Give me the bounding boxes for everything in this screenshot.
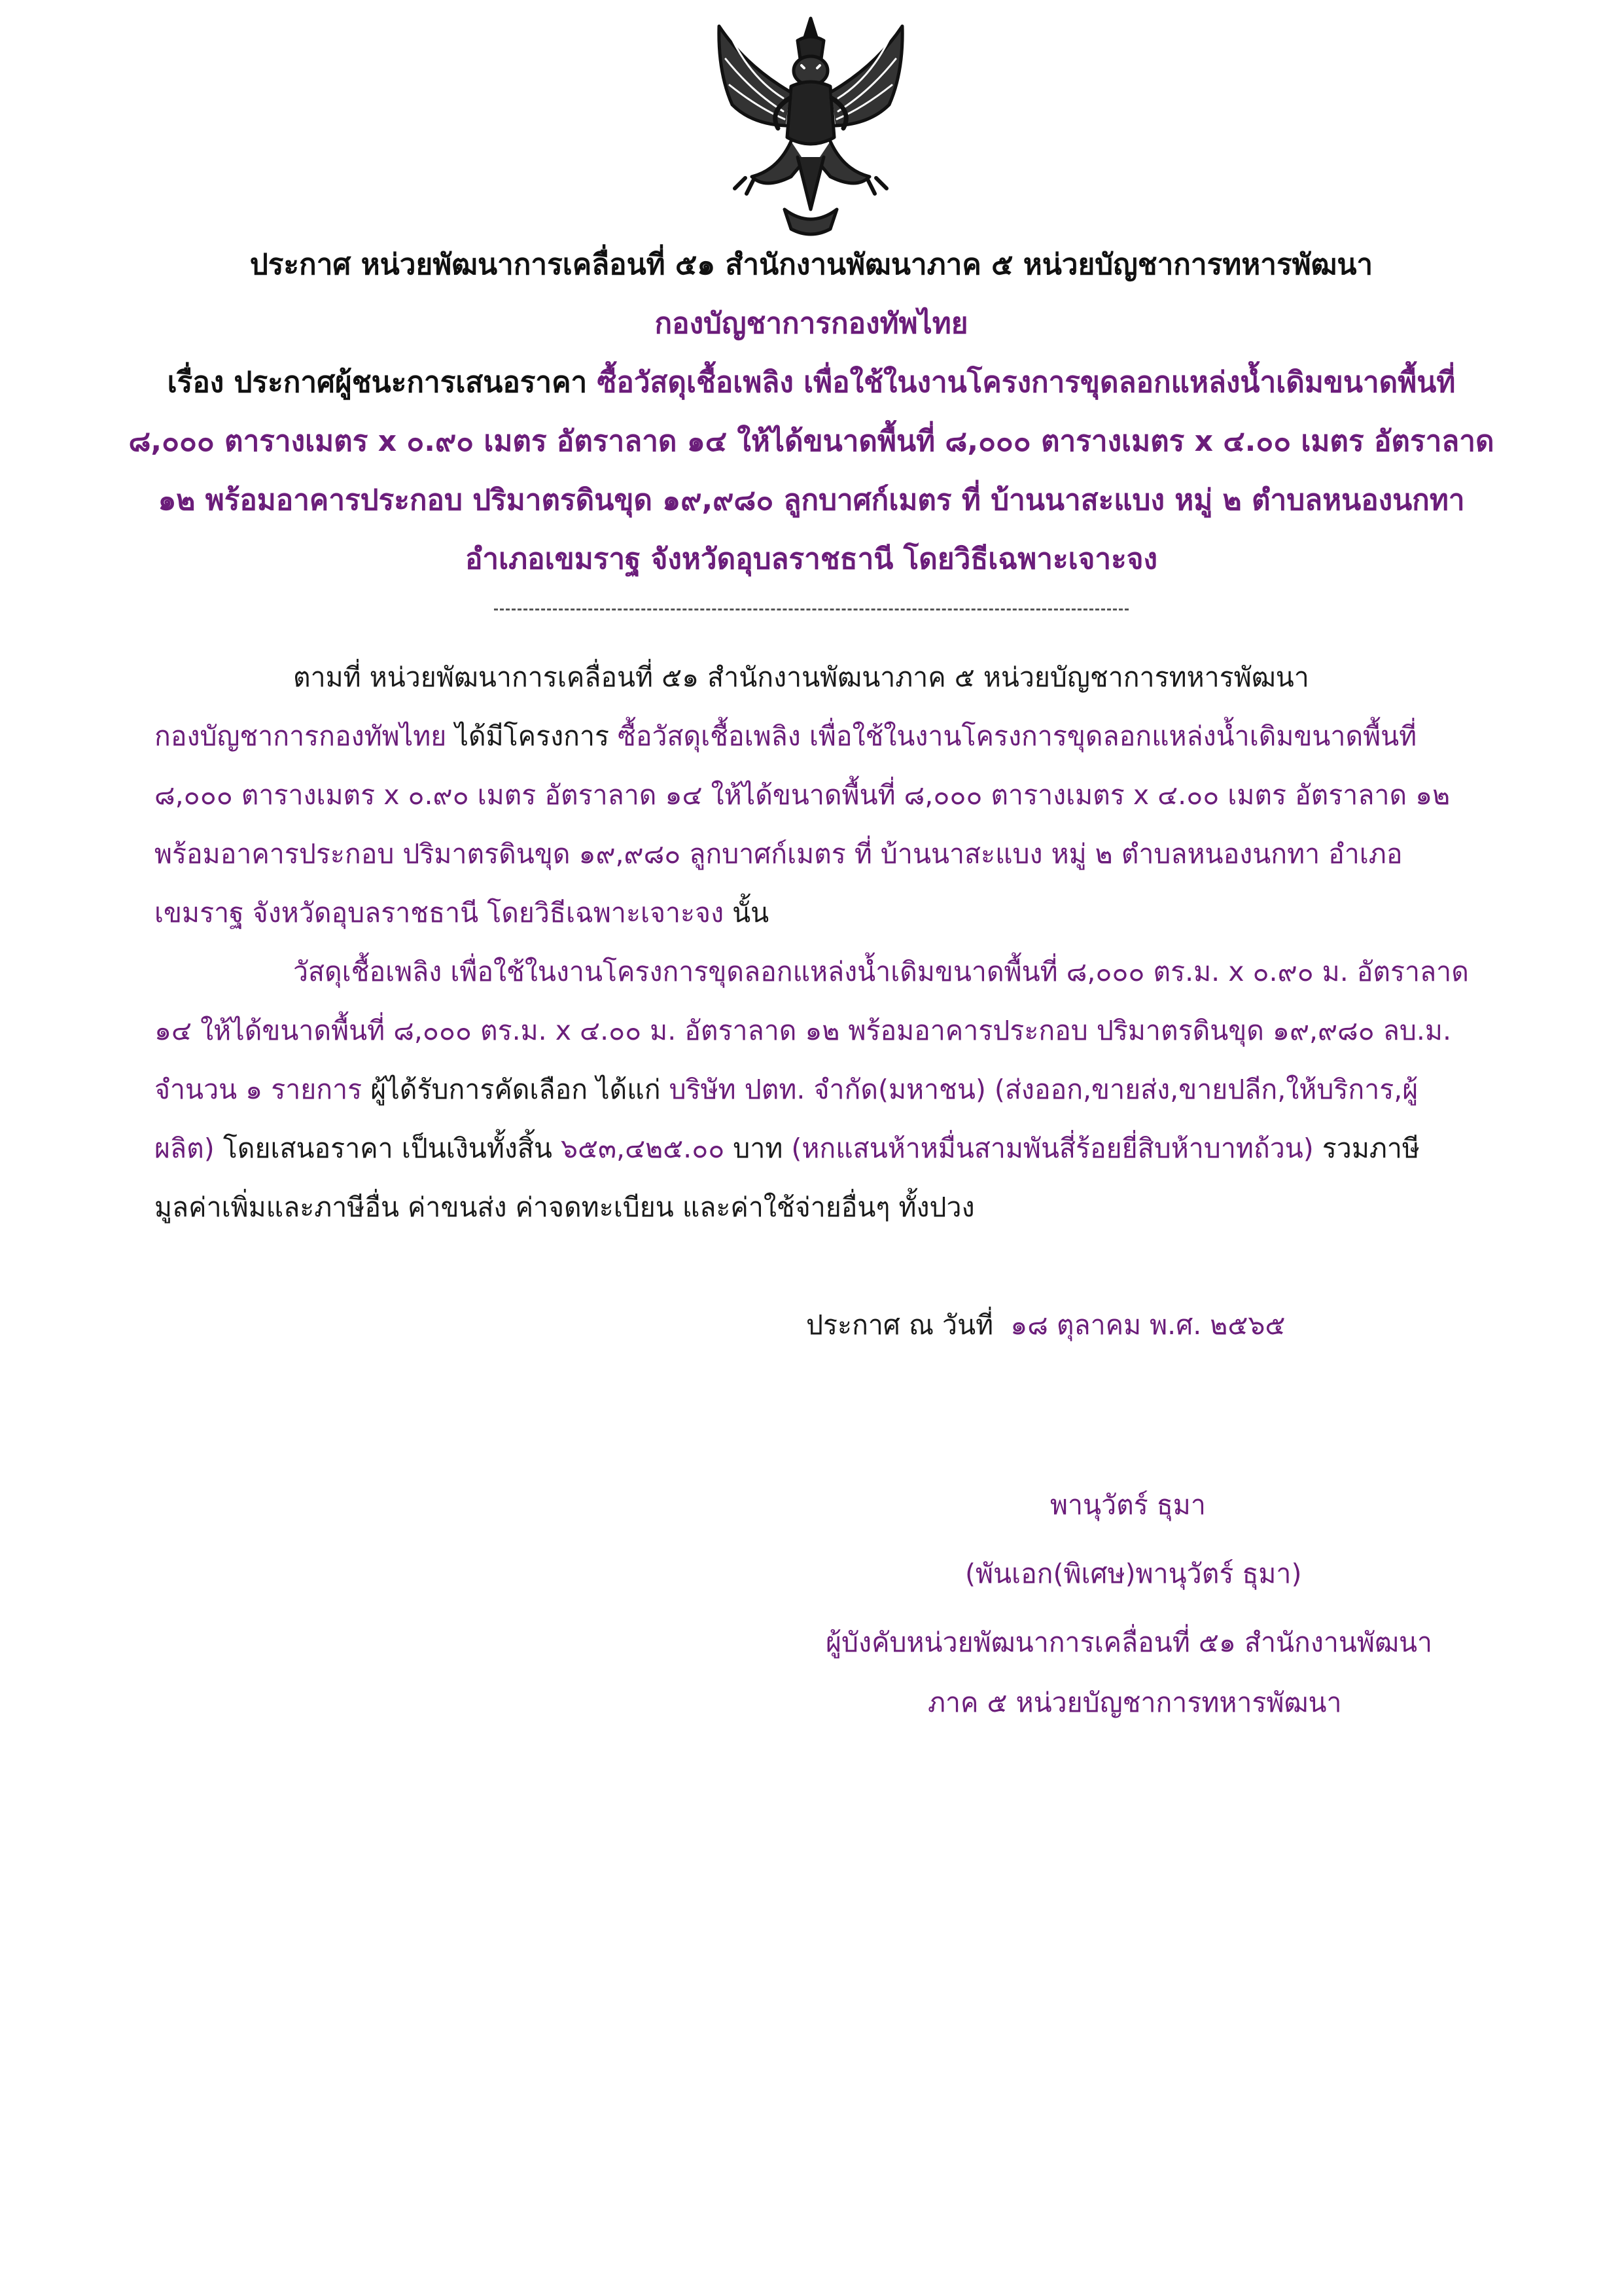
announcement-date	[806, 1305, 1285, 1345]
paragraph-1-line-1: ตามที่ หน่วยพัฒนาการเคลื่อนที่ ๕๑ สำนักงานพัฒนาภาค ๕ หน่วยบัญชาการทหารพัฒนา	[293, 662, 1309, 693]
paragraph-1-line-2: กองบัญชาการกองทัพไทย ได้มีโครงการ ซื้อวัสดุเชื้อเพลิง เพื่อใช้ในงานโครงการขุดลอกแหล่งน้ำเดิมขนาดพื้นที่	[154, 720, 1417, 752]
paragraph-2-line-2: ๑๔ ให้ได้ขนาดพื้นที่ ๘,๐๐๐ ตร.ม. x ๔.๐๐ ม. อัตราลาด ๑๒ พร้อมอาคารประกอบ ปริมาตรดินขุด ๑๙,๙๘๐ ลบ.ม.	[154, 1015, 1451, 1046]
date-value: ๑๘ ตุลาคม พ.ศ. ๒๕๖๕	[1010, 1309, 1286, 1341]
announcement-agency: กองบัญชาการกองทัพไทย	[654, 307, 968, 340]
announcement-subject	[118, 353, 1505, 412]
paragraph-2-line-3: จำนวน ๑ รายการ ผู้ได้รับการคัดเลือก ได้แก่ บริษัท ปตท. จำกัด(มหาชน) (ส่งออก,ขายส่ง,ขายปลีก,ให้บริการ,ผู้	[154, 1074, 1419, 1105]
paragraph-2-line-5: มูลค่าเพิ่มและภาษีอื่น ค่าขนส่ง ค่าจดทะเบียน และค่าใช้จ่ายอื่นๆ ทั้งปวง	[154, 1192, 975, 1223]
divider	[494, 609, 1129, 610]
garuda-emblem-icon	[706, 13, 915, 242]
paragraph-1-line-4: พร้อมอาคารประกอบ ปริมาตรดินขุด ๑๙,๙๘๐ ลูกบาศก์เมตร ที่ บ้านนาสะแบง หมู่ ๒ ตำบลหนองนกทา อำเภอ	[154, 838, 1403, 870]
subject-text: ซื้อวัสดุเชื้อเพลิง เพื่อใช้ในงานโครงการขุดลอกแหล่งน้ำเดิมขนาดพื้นที่	[587, 366, 1456, 399]
paragraph-1-line-5: เขมราฐ จังหวัดอุบลราชธานี โดยวิธีเฉพาะเจาะจง นั้น	[154, 897, 769, 928]
signature-position-2: ภาค ๕ หน่วยบัญชาการทหารพัฒนา	[928, 1687, 1342, 1718]
announcement-title: ประกาศ หน่วยพัฒนาการเคลื่อนที่ ๕๑ สำนักงานพัฒนาภาค ๕ หน่วยบัญชาการทหารพัฒนา	[249, 248, 1373, 281]
subject-prefix: เรื่อง ประกาศผู้ชนะการเสนอราคา	[167, 366, 588, 399]
paragraph-2-line-1: วัสดุเชื้อเพลิง เพื่อใช้ในงานโครงการขุดลอกแหล่งน้ำเดิมขนาดพื้นที่ ๘,๐๐๐ ตร.ม. x ๐.๙๐ ม. อัตราลาด	[293, 956, 1469, 987]
paragraph-1-line-3: ๘,๐๐๐ ตารางเมตร x ๐.๙๐ เมตร อัตราลาด ๑๔ ให้ได้ขนาดพื้นที่ ๘,๐๐๐ ตารางเมตร x ๔.๐๐ เมตร อัตราลาด ๑๒	[154, 779, 1451, 811]
subject-line-3: ๑๒ พร้อมอาคารประกอบ ปริมาตรดินขุด ๑๙,๙๘๐ ลูกบาศก์เมตร ที่ บ้านนาสะแบง หมู่ ๒ ตำบลหนองนกทา	[158, 484, 1465, 517]
date-prefix: ประกาศ ณ วันที่	[806, 1309, 994, 1341]
signature-full-name: (พันเอก(พิเศษ)พานุวัตร์ ธุมา)	[965, 1558, 1302, 1589]
signature-position-1: ผู้บังคับหน่วยพัฒนาการเคลื่อนที่ ๕๑ สำนักงานพัฒนา	[826, 1627, 1433, 1658]
subject-line-2: ๘,๐๐๐ ตารางเมตร x ๐.๙๐ เมตร อัตราลาด ๑๔ ให้ได้ขนาดพื้นที่ ๘,๐๐๐ ตารางเมตร x ๔.๐๐ เมตร อัตราลาด	[128, 425, 1494, 458]
subject-line-4: อำเภอเขมราฐ จังหวัดอุบลราชธานี โดยวิธีเฉพาะเจาะจง	[465, 542, 1158, 576]
signature-name: พานุวัตร์ ธุมา	[1050, 1489, 1206, 1521]
paragraph-2-line-4: ผลิต) โดยเสนอราคา เป็นเงินทั้งสิ้น ๖๕๓,๔๒๕.๐๐ บาท (หกแสนห้าหมื่นสามพันสี่ร้อยยี่สิบห้าบาทถ้วน) รวมภาษี	[154, 1133, 1420, 1164]
